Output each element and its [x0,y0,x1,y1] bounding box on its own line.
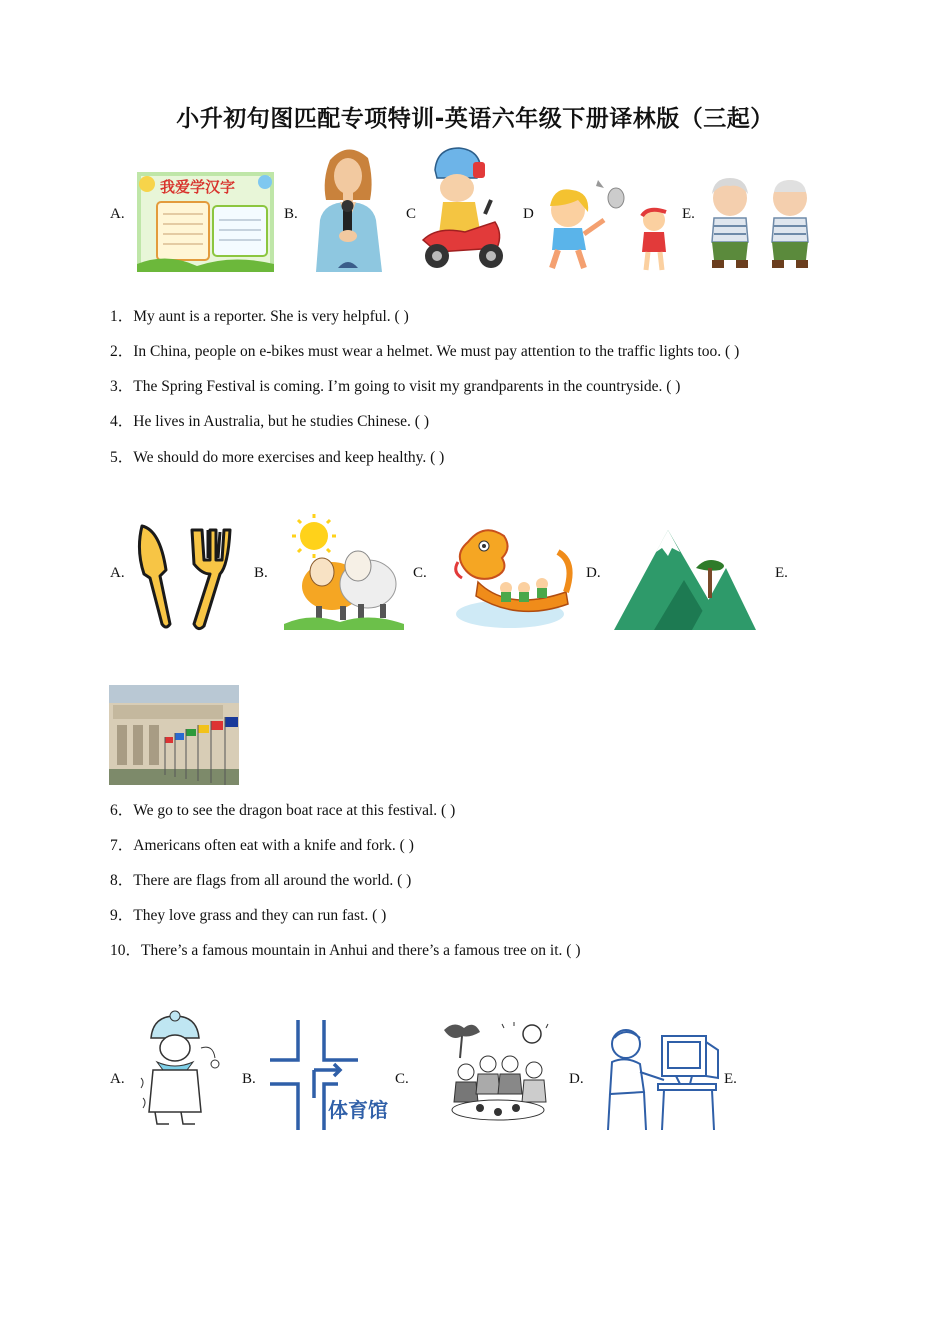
option-label-d: D. [569,1071,584,1087]
scooter-rider-helmet-image [417,144,507,272]
option-label-c: C. [395,1071,409,1087]
question-4: 4．He lives in Australia, but he studies Chinese. ( ) [110,413,429,430]
option-label-d: D. [586,565,601,581]
grandparents-image [700,176,820,272]
question-9: 9．They love grass and they can run fast. ( ) [110,907,387,924]
option-label-d: D [523,206,534,222]
dragon-boat-image [448,522,576,632]
question-10: 10．There’s a famous mountain in Anhui and there’s a famous tree on it. ( ) [110,942,581,959]
page-title: 小升初句图匹配专项特训-英语六年级下册译林版（三起） [176,106,774,132]
un-building-flags-image [109,685,239,785]
question-5: 5．We should do more exercises and keep healthy. ( ) [110,449,445,466]
sheep-with-sun-image [280,512,406,630]
question-2: 2．In China, people on e-bikes must wear a helmet. We must pay attention to the traffic lights too. ( ) [110,343,740,360]
option-label-a: A. [110,565,125,581]
option-label-a: A. [110,206,125,222]
kids-playing-badminton-image [538,176,678,272]
knife-and-fork-image [136,520,236,632]
question-6: 6．We go to see the dragon boat race at this festival. ( ) [110,802,456,819]
reporter-woman-image [310,140,386,272]
option-label-c: C [406,206,417,222]
cold-child-winter-image [137,1008,225,1128]
option-label-e: E. [724,1071,737,1087]
option-label-c: C. [413,565,427,581]
option-label-a: A. [110,1071,125,1087]
gym-sign-text: 体育馆 [328,1098,388,1122]
poster-title-text: 我爱学汉字 [160,178,236,196]
mountain-with-tree-image [614,530,756,632]
option-label-b: B. [242,1071,256,1087]
option-label-b: B. [254,565,268,581]
option-label-e: E. [775,565,788,581]
question-3: 3．The Spring Festival is coming. I’m going to visit my grandparents in the countryside. ( ) [110,378,681,395]
question-1: 1．My aunt is a reporter. She is very helpful. ( ) [110,308,409,325]
question-7: 7．Americans often eat with a knife and fork. ( ) [110,837,414,854]
family-dinner-image [440,1018,556,1126]
question-8: 8．There are flags from all around the world. ( ) [110,872,412,889]
person-at-computer-image [600,1022,724,1132]
option-label-e: E. [682,206,695,222]
option-label-b: B. [284,206,298,222]
